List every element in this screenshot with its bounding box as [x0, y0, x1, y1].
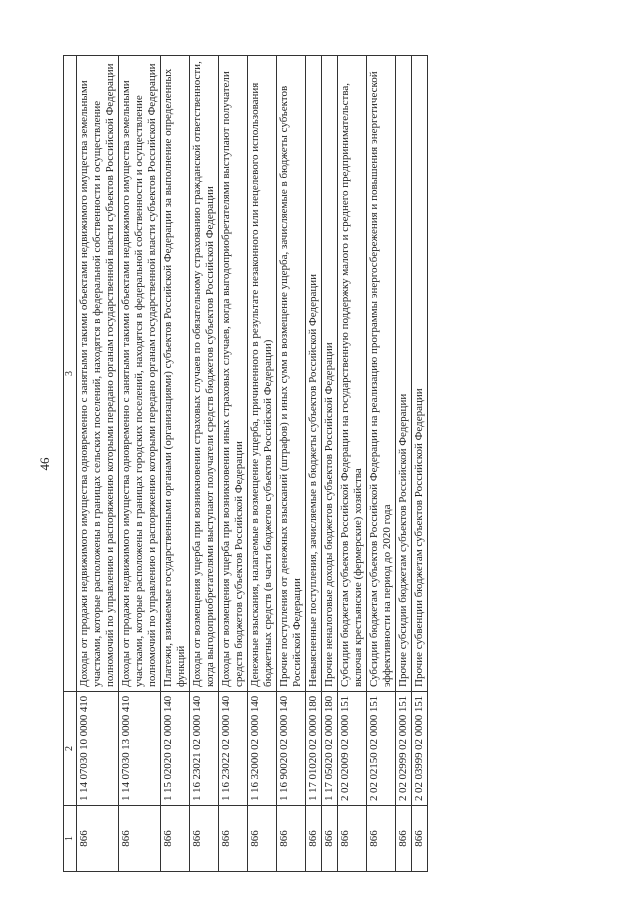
column-header: 3 — [64, 56, 77, 692]
admin-code-cell: 866 — [219, 806, 248, 872]
description-cell: Доходы от продажи недвижимого имущества одновременно с занятыми такими объектами недвижимого имущества земельными участками, которые расположены в границах сельских поселений, находятся в федеральной собственности и осуществление полномочий по управлению и распоряжению которыми передано органам государственной власти субъектов Российской Федерации — [77, 56, 119, 692]
budget-code-cell: 1 17 05020 02 0000 180 — [322, 692, 338, 806]
table-row — [322, 56, 338, 872]
table-row — [248, 56, 277, 872]
admin-code-cell: 866 — [190, 806, 219, 872]
admin-code-cell: 866 — [396, 806, 412, 872]
description-cell: Прочие неналоговые доходы бюджетов субъектов Российской Федерации — [322, 56, 338, 692]
table-row — [77, 56, 119, 872]
page-number: 46 — [37, 457, 52, 471]
admin-code-cell: 866 — [161, 806, 190, 872]
description-cell: Прочие субсидии бюджетам субъектов Российской Федерации — [396, 56, 412, 692]
table-row — [306, 56, 322, 872]
admin-code-cell: 866 — [77, 806, 119, 872]
budget-code-cell: 1 14 07030 10 0000 410 — [77, 692, 119, 806]
table-row — [367, 56, 396, 872]
description-cell: Доходы от возмещения ущерба при возникновении иных страховых случаев, когда выгодоприобретателями выступают получатели средств бюджетов субъектов Российской Федерации — [219, 56, 248, 692]
budget-code-cell: 2 02 02999 02 0000 151 — [396, 692, 412, 806]
description-cell: Платежи, взимаемые государственными органами (организациями) субъектов Российской Федерации за выполнение определенных функций — [161, 56, 190, 692]
admin-code-cell: 866 — [119, 806, 161, 872]
table-header-row — [64, 56, 77, 872]
admin-code-cell: 866 — [306, 806, 322, 872]
budget-code-cell: 1 16 90020 02 0000 140 — [277, 692, 306, 806]
table-row — [219, 56, 248, 872]
table-row — [396, 56, 412, 872]
budget-code-cell: 1 16 32000 02 0000 140 — [248, 692, 277, 806]
budget-code-cell: 1 15 02020 02 0000 140 — [161, 692, 190, 806]
column-header: 1 — [64, 806, 77, 872]
budget-code-cell: 2 02 03999 02 0000 151 — [412, 692, 428, 806]
description-cell: Доходы от продажи недвижимого имущества одновременно с занятыми такими объектами недвижимого имущества земельными участками, которые расположены в границах городских поселений, находятся в федеральной собственности и осуществление полномочий по управлению и распоряжению которыми передано органам государственной власти субъектов Российской Федерации — [119, 56, 161, 692]
revenue-codes-table — [63, 55, 428, 872]
table-row — [161, 56, 190, 872]
table-row — [338, 56, 367, 872]
admin-code-cell: 866 — [338, 806, 367, 872]
table-row — [277, 56, 306, 872]
description-cell: Прочие субвенции бюджетам субъектов Российской Федерации — [412, 56, 428, 692]
budget-code-cell: 2 02 02150 02 0000 151 — [367, 692, 396, 806]
description-cell: Субсидии бюджетам субъектов Российской Федерации на реализацию программы энергосбережения и повышения энергетической эффективности на период до 2020 года — [367, 56, 396, 692]
description-cell: Субсидии бюджетам субъектов Российской Федерации на государственную поддержку малого и среднего предпринимательства, включая крестьянские (фермерские) хозяйства — [338, 56, 367, 692]
rotated-page — [33, 56, 625, 872]
admin-code-cell: 866 — [412, 806, 428, 872]
table-row — [119, 56, 161, 872]
budget-code-cell: 2 02 02009 02 0000 151 — [338, 692, 367, 806]
description-cell: Доходы от возмещения ущерба при возникновении страховых случаев по обязательному страхованию гражданской ответственности, когда выгодоприобретателями выступают получатели средств бюджетов субъектов Российской Федерации — [190, 56, 219, 692]
admin-code-cell: 866 — [367, 806, 396, 872]
description-cell: Невыясненные поступления, зачисляемые в бюджеты субъектов Российской Федерации — [306, 56, 322, 692]
column-header: 2 — [64, 692, 77, 806]
budget-code-cell: 1 16 23021 02 0000 140 — [190, 692, 219, 806]
admin-code-cell: 866 — [322, 806, 338, 872]
table-row — [190, 56, 219, 872]
budget-code-cell: 1 16 23022 02 0000 140 — [219, 692, 248, 806]
admin-code-cell: 866 — [248, 806, 277, 872]
description-cell: Денежные взыскания, налагаемые в возмещение ущерба, причиненного в результате незаконного или нецелевого использования бюджетных средств (в части бюджетов субъектов Российской Федерации) — [248, 56, 277, 692]
budget-code-cell: 1 17 01020 02 0000 180 — [306, 692, 322, 806]
admin-code-cell: 866 — [277, 806, 306, 872]
budget-code-cell: 1 14 07030 13 0000 410 — [119, 692, 161, 806]
description-cell: Прочие поступления от денежных взысканий (штрафов) и иных сумм в возмещение ущерба, зачисляемые в бюджеты субъектов Российской Федерации — [277, 56, 306, 692]
table-row — [412, 56, 428, 872]
